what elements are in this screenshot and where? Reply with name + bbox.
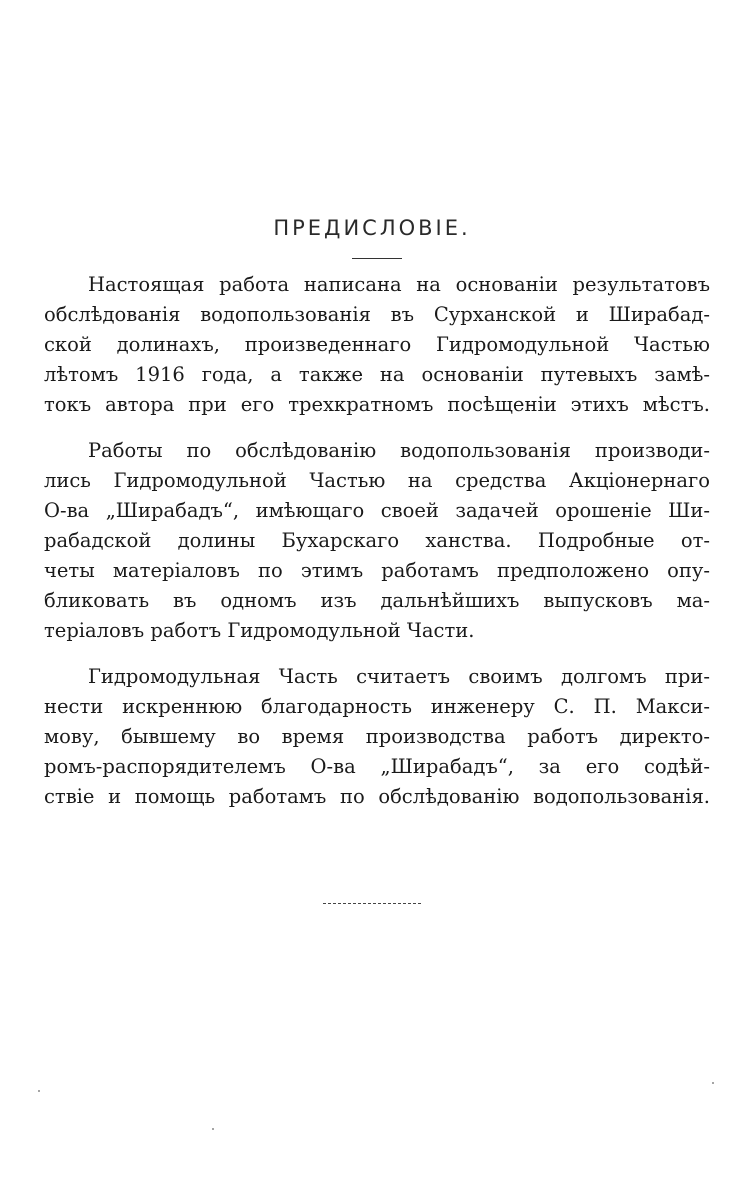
text-line: обслѣдованія водопользованія въ Сурханской и Ширабад- <box>44 303 710 326</box>
body-text <box>44 270 710 828</box>
text-line: нести искреннюю благодарность инженеру С. П. Макси- <box>44 695 710 718</box>
text-line: теріаловъ работъ Гидромодульной Части. <box>44 619 475 642</box>
text-line: токъ автора при его трехкратномъ посѣщеніи этихъ мѣстъ. <box>44 393 710 416</box>
scan-speck <box>212 1128 214 1130</box>
text-line: лѣтомъ 1916 года, а также на основаніи путевыхъ замѣ- <box>44 363 710 386</box>
end-divider <box>323 903 421 904</box>
paragraph-2 <box>44 436 710 646</box>
text-line: бликовать въ одномъ изъ дальнѣйшихъ выпусковъ ма- <box>44 589 710 612</box>
text-line: Настоящая работа написана на основаніи результатовъ <box>88 273 710 296</box>
text-line: Работы по обслѣдованію водопользованія производи- <box>88 439 710 462</box>
text-line: О-ва „Ширабадъ“, имѣющаго своей задачей орошеніе Ши- <box>44 499 710 522</box>
text-line: четы матеріаловъ по этимъ работамъ предположено опу- <box>44 559 710 582</box>
paragraph-3 <box>44 662 710 812</box>
title-underline <box>352 258 402 259</box>
scan-speck <box>712 1082 714 1084</box>
text-line: ромъ-распорядителемъ О-ва „Ширабадъ“, за его содѣй- <box>44 755 710 778</box>
text-line: ствіе и помощь работамъ по обслѣдованію водопользованія. <box>44 785 710 808</box>
scan-speck <box>38 1090 40 1092</box>
text-line: лись Гидромодульной Частью на средства Акціонернаго <box>44 469 710 492</box>
paragraph-1 <box>44 270 710 420</box>
page-title: ПРЕДИСЛОВІЕ. <box>273 216 471 240</box>
text-line: мову, бывшему во время производства работъ директо- <box>44 725 710 748</box>
text-line: Гидромодульная Часть считаетъ своимъ долгомъ при- <box>88 665 710 688</box>
text-line: рабадской долины Бухарскаго ханства. Подробные от- <box>44 529 710 552</box>
text-line: ской долинахъ, произведеннаго Гидромодульной Частью <box>44 333 710 356</box>
